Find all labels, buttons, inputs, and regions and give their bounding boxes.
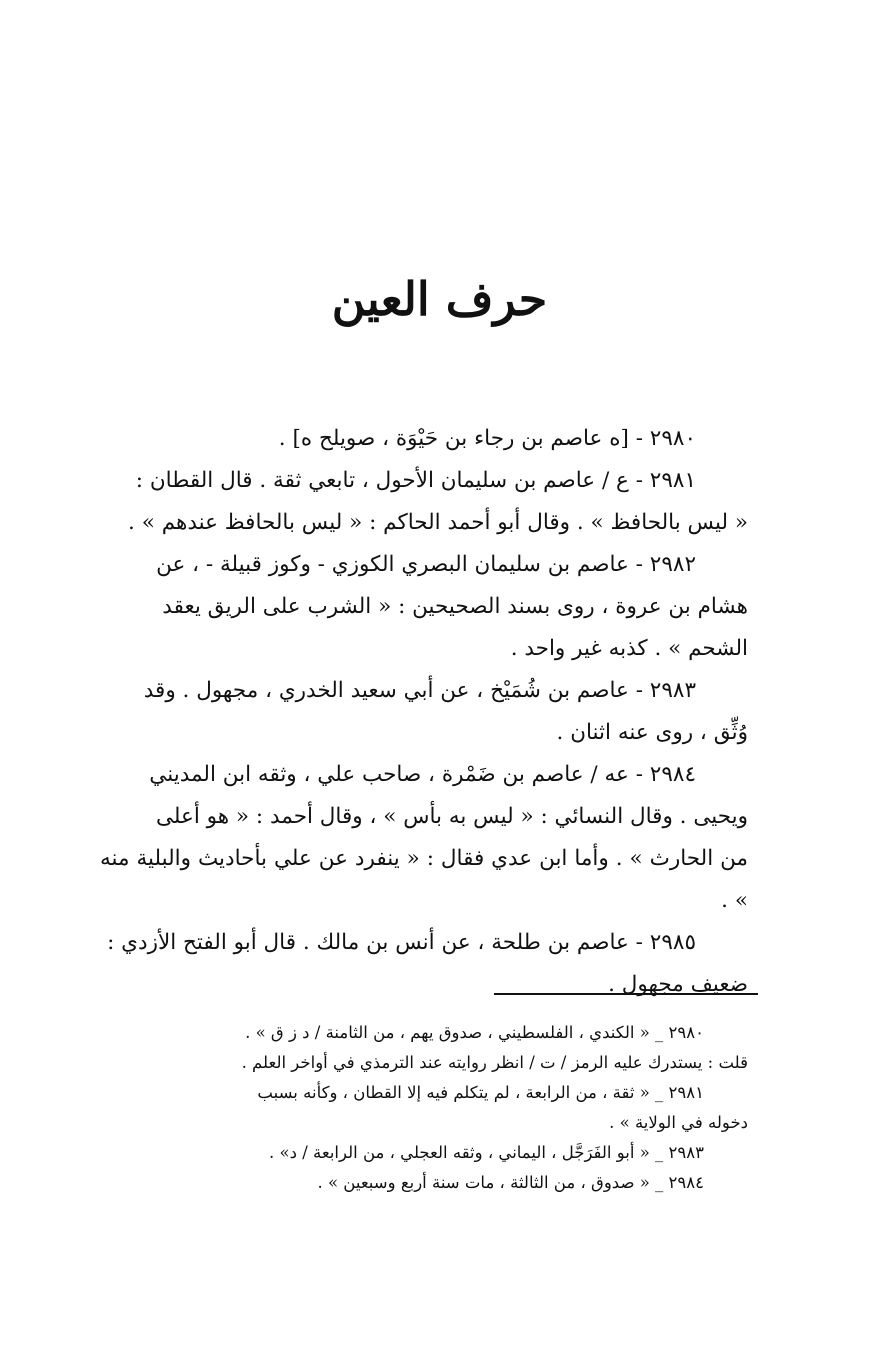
entry-line: ٢٩٨٠ - [ه عاصم بن رجاء بن حَيْوَة ، صويلح ه] . bbox=[278, 426, 696, 451]
entry-line: ٢٩٨١ - ع / عاصم بن سليمان الأحول ، تابعي ثقة . قال القطان : bbox=[135, 468, 696, 493]
footnote-line: ٢٩٨٠ _ « الكندي ، الفلسطيني ، صدوق يهم ، من الثامنة / د ز ق » . bbox=[245, 1023, 704, 1042]
entry-line: من الحارث » . وأما ابن عدي فقال : « ينفرد عن علي بأحاديث والبلية منه » . bbox=[100, 846, 748, 913]
footnote-line: ٢٩٨٣ _ « أبو الفَرَجَّل ، اليماني ، وثقه العجلي ، من الرابعة / د» . bbox=[269, 1143, 704, 1162]
entry-line: الشحم » . كذبه غير واحد . bbox=[510, 636, 748, 661]
footnote-line: ٢٩٨٤ _ « صدوق ، من الثالثة ، مات سنة أربع وسبعين » . bbox=[317, 1173, 704, 1192]
entry-line: ويحيى . وقال النسائي : « ليس به بأس » ، وقال أحمد : « هو أعلى bbox=[155, 804, 748, 829]
footnote-line: قلت : يستدرك عليه الرمز / ت / انظر روايته عند الترمذي في أواخر العلم . bbox=[241, 1053, 748, 1072]
chapter-title: حرف العين bbox=[331, 272, 548, 326]
entry-line: وُثِّق ، روى عنه اثنان . bbox=[556, 720, 748, 745]
entry-line: ضعيف مجهول . bbox=[608, 972, 748, 997]
entry-2984 bbox=[100, 754, 748, 922]
entry-line: « ليس بالحافظ » . وقال أبو أحمد الحاكم : « ليس بالحافظ عندهم » . bbox=[128, 510, 748, 535]
entry-2981 bbox=[100, 460, 748, 544]
entry-line: هشام بن عروة ، روى بسند الصحيحين : « الشرب على الريق يعقد bbox=[162, 594, 748, 619]
entry-2982 bbox=[100, 544, 748, 670]
entry-line: ٢٩٨٣ - عاصم بن شُمَيْخ ، عن أبي سعيد الخدري ، مجهول . وقد bbox=[143, 678, 696, 703]
footnote-separator bbox=[494, 993, 758, 995]
entries-body bbox=[100, 418, 748, 1006]
footnote-line: ٢٩٨١ _ « ثقة ، من الرابعة ، لم يتكلم فيه إلا القطان ، وكأنه بسبب bbox=[257, 1083, 704, 1102]
footnote-line: دخوله في الولاية » . bbox=[609, 1113, 748, 1132]
footnotes bbox=[100, 1018, 748, 1198]
entry-line: ٢٩٨٤ - عه / عاصم بن ضَمْرة ، صاحب علي ، وثقه ابن المديني bbox=[149, 762, 696, 787]
entry-line: ٢٩٨٢ - عاصم بن سليمان البصري الكوزي - وكوز قبيلة - ، عن bbox=[156, 552, 696, 577]
entry-line: ٢٩٨٥ - عاصم بن طلحة ، عن أنس بن مالك . قال أبو الفتح الأزدي : bbox=[107, 930, 696, 955]
entry-2980 bbox=[100, 418, 748, 460]
entry-2983 bbox=[100, 670, 748, 754]
